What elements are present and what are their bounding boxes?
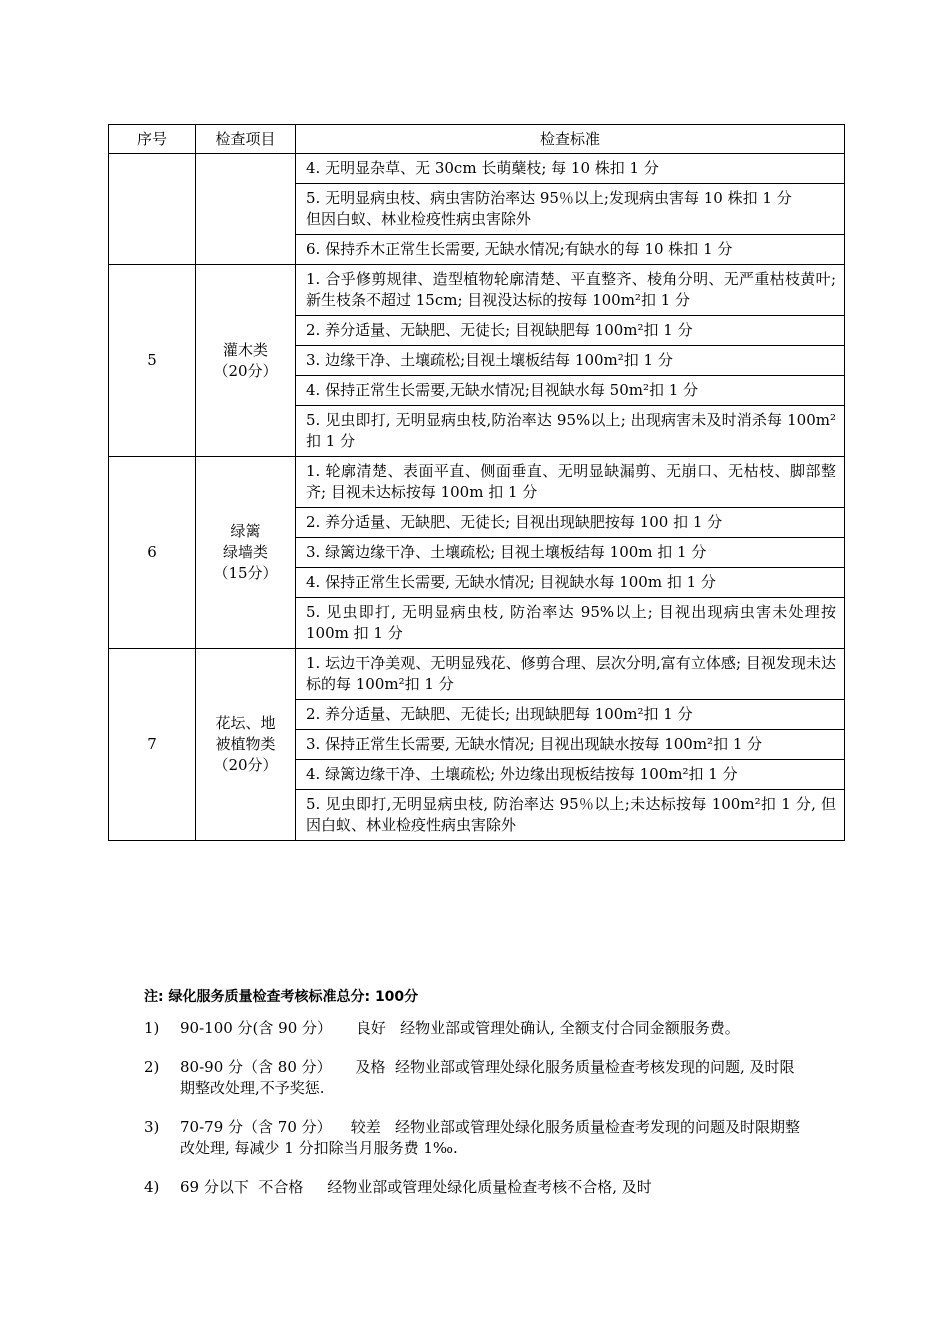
criteria-cell: 1. 轮廓清楚、表面平直、侧面垂直、无明显缺漏剪、无崩口、无枯枝、脚部整齐; 目视未达标按每 100m 扣 1 分	[296, 457, 845, 508]
grade-levels-list	[144, 1018, 804, 1216]
header-criteria: 检查标准	[296, 125, 845, 154]
grade-level-number: 4)	[144, 1178, 160, 1196]
row-number: 7	[109, 649, 196, 841]
criteria-cell: 3. 保持正常生长需要, 无缺水情况; 目视出现缺水按每 100m²扣 1 分	[296, 730, 845, 760]
inspection-item: 花坛、地 被植物类 （20分）	[196, 649, 296, 841]
grade-level-item	[144, 1117, 804, 1159]
criteria-cell: 1. 合乎修剪规律、造型植物轮廓清楚、平直整齐、棱角分明、无严重枯枝黄叶; 新生枝条不超过 15cm; 目视没达标的按每 100m²扣 1 分	[296, 265, 845, 316]
row-number: 6	[109, 457, 196, 649]
table-row	[109, 154, 845, 184]
criteria-cell: 1. 坛边干净美观、无明显残花、修剪合理、层次分明,富有立体感; 目视发现未达标的每 100m²扣 1 分	[296, 649, 845, 700]
grade-level-number: 3)	[144, 1118, 160, 1136]
grade-level-text: 70-79 分（含 70 分） 较差 经物业部或管理处绿化服务质量检查考发现的问题及时限期整改处理, 每减少 1 分扣除当月服务费 1‰.	[180, 1118, 801, 1157]
row-number: 5	[109, 265, 196, 457]
table-row	[109, 649, 845, 700]
criteria-cell: 6. 保持乔木正常生长需要, 无缺水情况;有缺水的每 10 株扣 1 分	[296, 235, 845, 265]
criteria-cell: 5. 见虫即打,无明显病虫枝, 防治率达 95％以上;未达标按每 100m²扣 1 分, 但因白蚁、林业检疫性病虫害除外	[296, 790, 845, 841]
header-no: 序号	[109, 125, 196, 154]
grade-level-item	[144, 1018, 804, 1039]
inspection-item	[196, 154, 296, 265]
criteria-cell: 4. 无明显杂草、无 30cm 长萌蘖枝; 每 10 株扣 1 分	[296, 154, 845, 184]
grade-level-text: 69 分以下 不合格 经物业部或管理处绿化质量检查考核不合格, 及时	[180, 1178, 652, 1196]
inspection-item: 绿篱 绿墙类 （15分）	[196, 457, 296, 649]
grade-level-text: 80-90 分（含 80 分） 及格 经物业部或管理处绿化服务质量检查考核发现的问题, 及时限期整改处理,不予奖惩.	[180, 1058, 795, 1097]
criteria-cell: 4. 保持正常生长需要,无缺水情况;目视缺水每 50m²扣 1 分	[296, 376, 845, 406]
inspection-item: 灌木类 （20分）	[196, 265, 296, 457]
table-row	[109, 457, 845, 508]
criteria-cell: 2. 养分适量、无缺肥、无徒长; 目视出现缺肥按每 100 扣 1 分	[296, 508, 845, 538]
criteria-cell: 4. 保持正常生长需要, 无缺水情况; 目视缺水每 100m 扣 1 分	[296, 568, 845, 598]
total-score-note: 注: 绿化服务质量检查考核标准总分: 100分	[144, 989, 419, 1005]
grade-level-text: 90-100 分(含 90 分） 良好 经物业部或管理处确认, 全额支付合同金额服务费。	[180, 1019, 740, 1037]
header-item: 检查项目	[196, 125, 296, 154]
grade-level-item	[144, 1177, 804, 1198]
table-row	[109, 265, 845, 316]
criteria-cell: 5. 无明显病虫枝、病虫害防治率达 95％以上;发现病虫害每 10 株扣 1 分 但因白蚁、林业检疫性病虫害除外	[296, 184, 845, 235]
grade-level-number: 1)	[144, 1019, 160, 1037]
criteria-cell: 5. 见虫即打, 无明显病虫枝, 防治率达 95%以上; 目视出现病虫害未处理按 100m 扣 1 分	[296, 598, 845, 649]
table-body	[109, 154, 845, 841]
criteria-cell: 2. 养分适量、无缺肥、无徒长; 出现缺肥每 100m²扣 1 分	[296, 700, 845, 730]
criteria-cell: 2. 养分适量、无缺肥、无徒长; 目视缺肥每 100m²扣 1 分	[296, 316, 845, 346]
criteria-cell: 4. 绿篱边缘干净、土壤疏松; 外边缘出现板结按每 100m²扣 1 分	[296, 760, 845, 790]
grade-level-number: 2)	[144, 1058, 160, 1076]
table-header-row	[109, 125, 845, 154]
criteria-cell: 5. 见虫即打, 无明显病虫枝,防治率达 95%以上; 出现病害未及时消杀每 100m²扣 1 分	[296, 406, 845, 457]
grade-level-item	[144, 1057, 804, 1099]
standards-table	[108, 124, 845, 841]
criteria-cell: 3. 边缘干净、土壤疏松;目视土壤板结每 100m²扣 1 分	[296, 346, 845, 376]
row-number	[109, 154, 196, 265]
criteria-cell: 3. 绿篱边缘干净、土壤疏松; 目视土壤板结每 100m 扣 1 分	[296, 538, 845, 568]
